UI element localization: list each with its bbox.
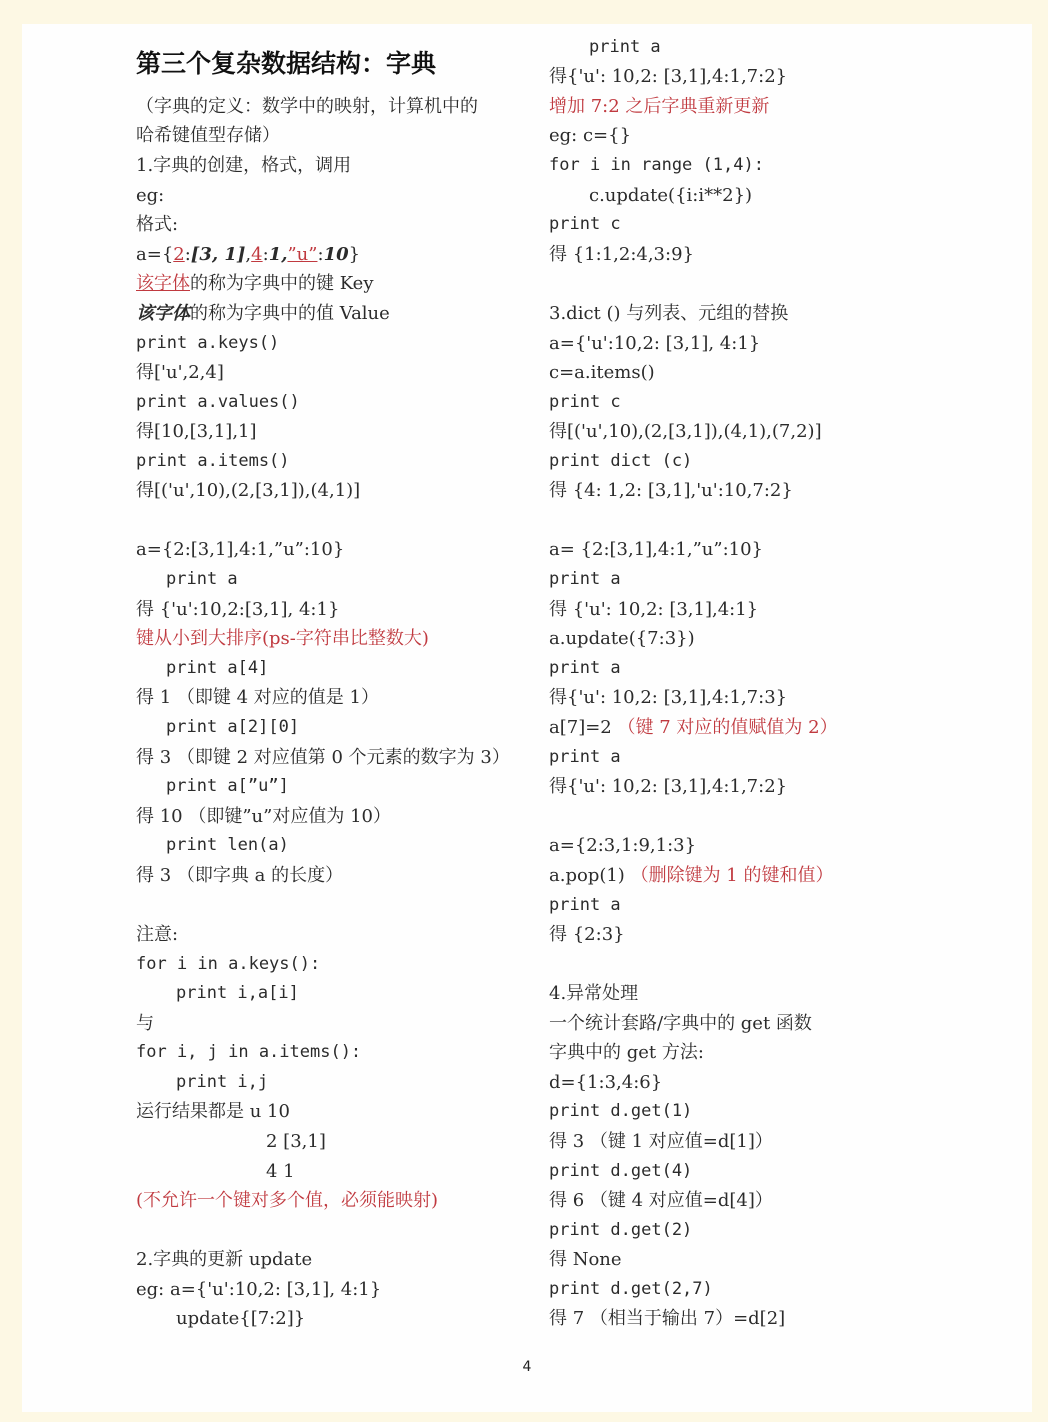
result-line: 得 {2:3} (549, 924, 625, 945)
text-fragment: , (245, 244, 252, 265)
key-definition (136, 269, 374, 299)
dict-format-example (136, 240, 360, 270)
text-line: 一个统计套路/字典中的 get 函数 (549, 1013, 812, 1034)
code-line: print a (549, 747, 621, 767)
result-line: 得 {'u':10,2:[3,1], 4:1} (136, 599, 340, 620)
code-line: print d.get(1) (549, 1101, 693, 1121)
result-line: 得[('u',10),(2,[3,1]),(4,1),(7,2)] (549, 421, 822, 442)
section-heading: 4.异常处理 (549, 983, 639, 1004)
code-line: print a[4] (166, 658, 269, 678)
key-highlight: ”u” (287, 244, 318, 265)
result-line: 得 3 （即字典 a 的长度） (136, 865, 344, 886)
page-title: 第三个复杂数据结构：字典 (136, 49, 437, 78)
result-line: 得 1 （即键 4 对应的值是 1） (136, 687, 379, 708)
code-line: print a[2][0] (166, 717, 300, 737)
value-highlight: [3, 1] (190, 244, 246, 265)
text-line: 2 [3,1] (266, 1131, 326, 1152)
code-line: for i, j in a.items(): (136, 1042, 362, 1062)
result-line: 得[10,[3,1],1] (136, 421, 257, 442)
section-heading: 2.字典的更新 update (136, 1249, 313, 1270)
code-line: for i in range (1,4): (549, 155, 764, 175)
code-line: for i in a.keys(): (136, 954, 321, 974)
value-definition (136, 299, 390, 329)
result-line: 得 7 （相当于输出 7）=d[2] (549, 1308, 786, 1329)
code-line: print dict (c) (549, 451, 693, 471)
code-with-note (549, 713, 838, 743)
page-number: 4 (522, 1359, 532, 1375)
code-line: update{[7:2]} (176, 1308, 306, 1329)
code-line: print d.get(2) (549, 1220, 693, 1240)
code-line: print d.get(2,7) (549, 1279, 713, 1299)
code-line: print len(a) (166, 835, 289, 855)
text-line: 运行结果都是 u 10 (136, 1101, 290, 1122)
text-fragment: 的称为字典中的键 Key (190, 273, 374, 294)
code-line: a={2:3,1:9,1:3} (549, 835, 697, 856)
code-line: print d.get(4) (549, 1161, 693, 1181)
text-line: 注意: (136, 924, 179, 945)
code-line: print a (549, 895, 621, 915)
result-line: 得{'u': 10,2: [3,1],4:1,7:3} (549, 687, 788, 708)
note-line: 增加 7:2 之后字典重新更新 (549, 96, 770, 117)
result-line: 得 6 （键 4 对应值=d[4]） (549, 1190, 773, 1211)
code-line: print i,a[i] (176, 983, 299, 1003)
text-line: 字典中的 get 方法: (549, 1042, 704, 1063)
text-fragment: 的称为字典中的值 Value (190, 303, 390, 324)
key-style-sample: 该字体 (136, 273, 190, 294)
text-fragment: : (317, 244, 324, 265)
code-line: eg: a={'u':10,2: [3,1], 4:1} (136, 1279, 382, 1300)
document-page (22, 24, 1032, 1412)
code-line: a={'u':10,2: [3,1], 4:1} (549, 333, 761, 354)
code-line: d={1:3,4:6} (549, 1072, 663, 1093)
note-line: (不允许一个键对多个值，必须能映射) (136, 1190, 439, 1211)
code-line: print a (549, 658, 621, 678)
result-line: 得[('u',10),(2,[3,1]),(4,1)] (136, 480, 361, 501)
code-fragment: a[7]=2 (549, 717, 612, 738)
result-line: 得 3 （即键 2 对应值第 0 个元素的数字为 3） (136, 747, 510, 768)
text-line: （字典的定义：数学中的映射，计算机中的 (136, 96, 478, 117)
text-fragment: : (262, 244, 269, 265)
text-fragment: : (184, 244, 191, 265)
note-line: 键从小到大排序(ps-字符串比整数大) (136, 628, 429, 649)
code-line: a={2:[3,1],4:1,”u”:10} (136, 539, 345, 560)
value-style-sample: 该字体 (136, 303, 190, 324)
section-heading: 3.dict () 与列表、元组的替换 (549, 303, 789, 324)
code-with-note (549, 861, 833, 891)
key-highlight: 2 (173, 244, 185, 265)
text-line: 与 (136, 1013, 154, 1034)
code-line: print c (549, 392, 621, 412)
code-line: print a.values() (136, 392, 300, 412)
code-fragment: a.pop(1) (549, 865, 625, 886)
code-line: print i,j (176, 1072, 269, 1092)
text-line: 4 1 (266, 1161, 295, 1182)
result-line: 得 3 （键 1 对应值=d[1]） (549, 1131, 773, 1152)
text-line: 格式: (136, 214, 179, 235)
code-line: print a (589, 37, 661, 57)
result-line: 得 10 （即键”u”对应值为 10） (136, 806, 391, 827)
text-fragment: a={ (136, 244, 174, 265)
result-line: 得['u',2,4] (136, 362, 224, 383)
code-line: a.update({7:3}) (549, 628, 695, 649)
code-line: print a (549, 569, 621, 589)
code-line: print a.keys() (136, 333, 280, 353)
code-line: c=a.items() (549, 362, 655, 383)
section-heading: 1.字典的创建，格式，调用 (136, 155, 352, 176)
code-line: print c (549, 214, 621, 234)
code-line: print a (166, 569, 238, 589)
result-line: 得 {'u': 10,2: [3,1],4:1} (549, 599, 759, 620)
code-line: print a.items() (136, 451, 290, 471)
result-line: 得{'u': 10,2: [3,1],4:1,7:2} (549, 66, 788, 87)
code-line: print a[”u”] (166, 776, 289, 796)
result-line: 得 None (549, 1249, 622, 1270)
value-highlight: 10 (323, 244, 349, 265)
result-line: 得{'u': 10,2: [3,1],4:1,7:2} (549, 776, 788, 797)
result-line: 得 {4: 1,2: [3,1],'u':10,7:2} (549, 480, 793, 501)
text-line: eg: (136, 185, 165, 206)
text-line: 哈希键值型存储） (136, 125, 280, 146)
value-highlight: 1, (268, 244, 288, 265)
key-highlight: 4 (251, 244, 263, 265)
code-line: c.update({i:i**2}) (589, 185, 753, 206)
code-line: eg: c={} (549, 125, 632, 146)
text-fragment: } (348, 244, 361, 265)
result-line: 得 {1:1,2:4,3:9} (549, 244, 694, 265)
code-line: a= {2:[3,1],4:1,”u”:10} (549, 539, 764, 560)
note-fragment: （删除键为 1 的键和值） (630, 865, 834, 886)
note-fragment: （键 7 对应的值赋值为 2） (617, 717, 838, 738)
